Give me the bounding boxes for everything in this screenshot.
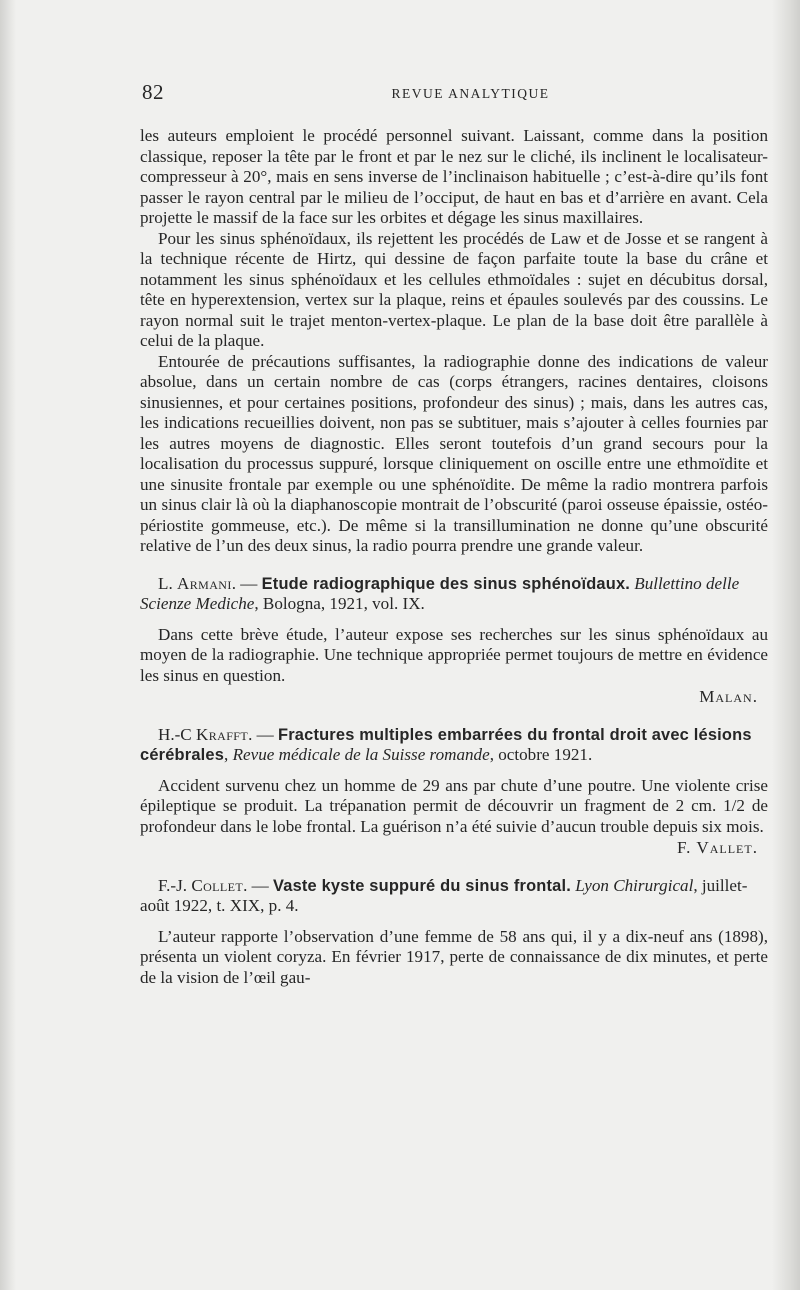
entry-body: L’auteur rapporte l’observation d’une femme de 58 ans qui, il y a dix-neuf ans (1898), présenta un violent coryza. En février 1917, perte de connaissance de dix minutes, et perte de la vision de l’œil gau- [140,926,768,987]
entry-body: Dans cette brève étude, l’auteur expose ses recherches sur les sinus sphénoïdaux au moyen de la radiographie. Une technique appropriée permet toujours de mettre en évidence les sinus en question. [140,624,768,685]
body-paragraph: Pour les sinus sphénoïdaux, ils rejettent les procédés de Law et de Josse et se rangent à la technique récente de Hirtz, qui dessine de façon parfaite toute la base du crâne et notamment les sinus sphénoïdaux et les cellules ethmoïdales : sujet en décubitus dorsal, tête en hyperextension, vertex sur la plaque, reins et épaules soulevés par des coussins. Le rayon normal suit le trajet menton-vertex-plaque. Le plan de la base doit être parallèle à celui de la plaque. [140,228,768,350]
page-body [140,126,768,988]
entry-body: Accident survenu chez un homme de 29 ans par chute d’une poutre. Une violente crise épileptique se produit. La trépanation permit de découvrir un fragment de 2 cm. 1/2 de profondeur dans le lobe frontal. La guérison n’a été suivie d’aucun trouble depuis six mois. [140,775,768,836]
citation-dash: . — [243,875,274,895]
page-header [142,80,769,106]
article-title: Etude radiographique des sinus sphénoïdaux. [261,574,631,593]
page-binding-shadow [0,0,16,1290]
running-head: REVUE ANALYTIQUE [391,86,550,101]
publication-details: , juillet-août 1922, t. XIX, p. 4. [140,875,748,915]
publication-details: , Bologna, 1921, vol. IX. [254,594,425,613]
abstract-entry [140,876,768,989]
author-name: Armani [177,573,232,593]
author-initial: H.-C [158,724,192,744]
body-paragraph: Entourée de précautions suffisantes, la radiographie donne des indications de valeur absolue, dans un certain nombre de cas (corps étrangers, racines dentaires, cloisons sinusiennes, et pour certaines positions, profondeur des sinus) ; mais, dans les autres cas, les indications recueillies doivent, non pas se subtituer, mais s’ajouter à celles fournies par les autres moyens de diagnostic. Elles seront toutefois d’un grand secours pour la localisation du processus suppuré, lorsque cliniquement on oscille entre une ethmoïdite et une sinusite frontale par exemple ou une sphénoïdite. De même la radio montrera parfois un sinus clair là où la diaphanoscopie montrait de l’obscurité (paroi osseuse épaissie, ostéo-périostite gommeuse, etc.). De même si la transillumination ne donne qu’une obscurité relative de l’un des deux sinus, la radio pourra prendre une grande valeur. [140,351,768,555]
abstract-entry [140,574,768,708]
page-edge-shadow [772,0,800,1290]
journal-name: Revue médicale de la Suisse romande [232,745,490,764]
body-paragraph: les auteurs emploient le procédé personnel suivant. Laissant, comme dans la position classique, reposer la tête par le front et par le nez sur le cliché, ils inclinent le localisateur-compresseur à 20°, mais en sens inverse de l’inclinaison habituelle ; c’est-à-dire qu’ils font passer le rayon central par le milieu de l’occiput, de haut en bas et d’arrière en avant. Cela projette le massif de la face sur les orbites et dégage les sinus maxillaires. [140,126,768,227]
reviewer-signature: F. Vallet. [677,838,758,857]
abstract-entry [140,725,768,859]
author-name: Krafft [196,724,249,744]
citation-dash: . — [231,573,262,593]
citation-dash: . — [248,724,279,744]
author-initial: L. [158,573,173,593]
reviewer-signature: Malan. [699,687,758,706]
article-title: Vaste kyste suppuré du sinus frontal. [273,876,571,895]
journal-name: Bullettino delle Scienze Mediche [140,573,740,613]
entry-citation: H.-C Krafft. — Fractures multiples embarrées du frontal droit avec lésions cérébrales, Revue médicale de la Suisse romande, octobre 1921. [140,724,752,764]
publication-details: , octobre 1921. [489,745,593,764]
journal-name: Lyon Chirurgical [575,875,694,895]
entry-citation [140,574,768,615]
entry-citation [140,876,768,917]
article-title: Fractures multiples embarrées du frontal droit avec lésions cérébrales [140,725,752,764]
author-initial: F.-J. [158,875,188,895]
author-name: Collet [191,875,244,895]
page-number: 82 [142,80,164,104]
